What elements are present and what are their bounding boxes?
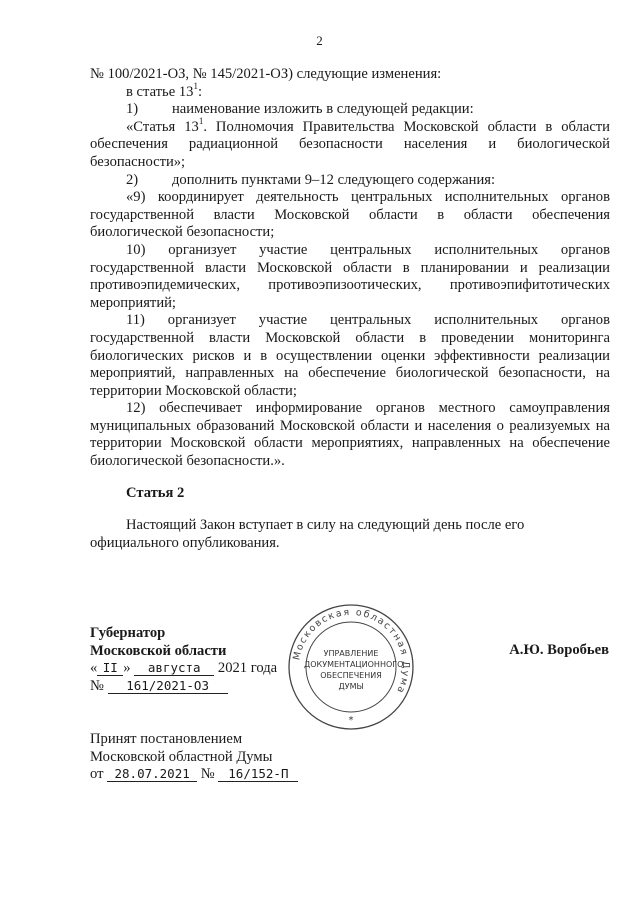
article-2-title: Статья 2 — [126, 485, 185, 501]
list-item-1: 1) наименование изложить в следующей редакции: — [126, 101, 474, 118]
seal-line-3: ОБЕСПЕЧЕНИЯ — [320, 671, 382, 680]
adoption-number: 16/152-П — [218, 766, 298, 782]
amendments-body — [90, 66, 610, 471]
signing-month: августа — [134, 660, 214, 676]
law-number: № 161/2021-ОЗ — [90, 678, 228, 695]
signing-day: II — [97, 660, 123, 676]
governor-title: Губернатор Московской области — [90, 625, 227, 659]
seal-line-1: УПРАВЛЕНИЕ — [323, 649, 379, 658]
page-number: 2 — [316, 33, 323, 48]
seal-line-2: ДОКУМЕНТАЦИОННОГО — [304, 660, 404, 669]
article-2-text — [90, 517, 610, 552]
seal-star: * — [348, 715, 354, 726]
article-title-quote: «Статья $13^1$. Полномочия Правительства Московской области в области обеспечения радиационной безопасности населения и биологической безопасности»; — [90, 115, 610, 170]
list-item-2: 2) дополнить пунктами 9–12 следующего содержания: — [126, 171, 496, 188]
signing-date: « II » августа 2021 года — [90, 660, 278, 676]
law-number-value: 161/2021-ОЗ — [108, 678, 228, 694]
point-10: 10) организует участие центральных исполнительных органов государственной власти Московской области в планировании и реализации противоэпидемических, противоэпизоотических, противоэпифитотических мероприятий; — [90, 241, 610, 311]
article-2-paragraph: Настоящий Закон вступает в силу на следующий день после его официального опубликования. — [90, 517, 525, 551]
governor-name: А.Ю. Воробьев — [509, 642, 609, 658]
adoption-info: Принят постановлением Московской областной Думы от 28.07.2021 № 16/152-П — [90, 731, 298, 784]
adoption-date: 28.07.2021 — [107, 766, 197, 782]
seal-ring-text: Московская областная Дума — [291, 606, 412, 696]
seal-line-4: ДУМЫ — [338, 682, 364, 691]
point-12: 12) обеспечивает информирование органов местного самоуправления муниципальных образований Московской области и населения о реализуемых на территории Московской области мероприятиях, направленных на обеспечение биологической безопасности.». — [90, 400, 610, 470]
point-9: «9) координирует деятельность центральных исполнительных органов государственной власти Московской области в области обеспечения биологической безопасности; — [90, 189, 610, 241]
official-seal — [286, 602, 416, 732]
point-11: 11) организует участие центральных исполнительных органов государственной власти Московской области в проведении мониторинга биологических рисков и в осуществлении оценки эффективности реализации мероприятий, направленных на обеспечение биологической безопасности, на территории Московской области; — [90, 312, 610, 399]
intro-line: № 100/2021-ОЗ, № 145/2021-ОЗ) следующие изменения: — [90, 66, 442, 82]
article-reference: в статье $13^1$: — [126, 80, 202, 100]
